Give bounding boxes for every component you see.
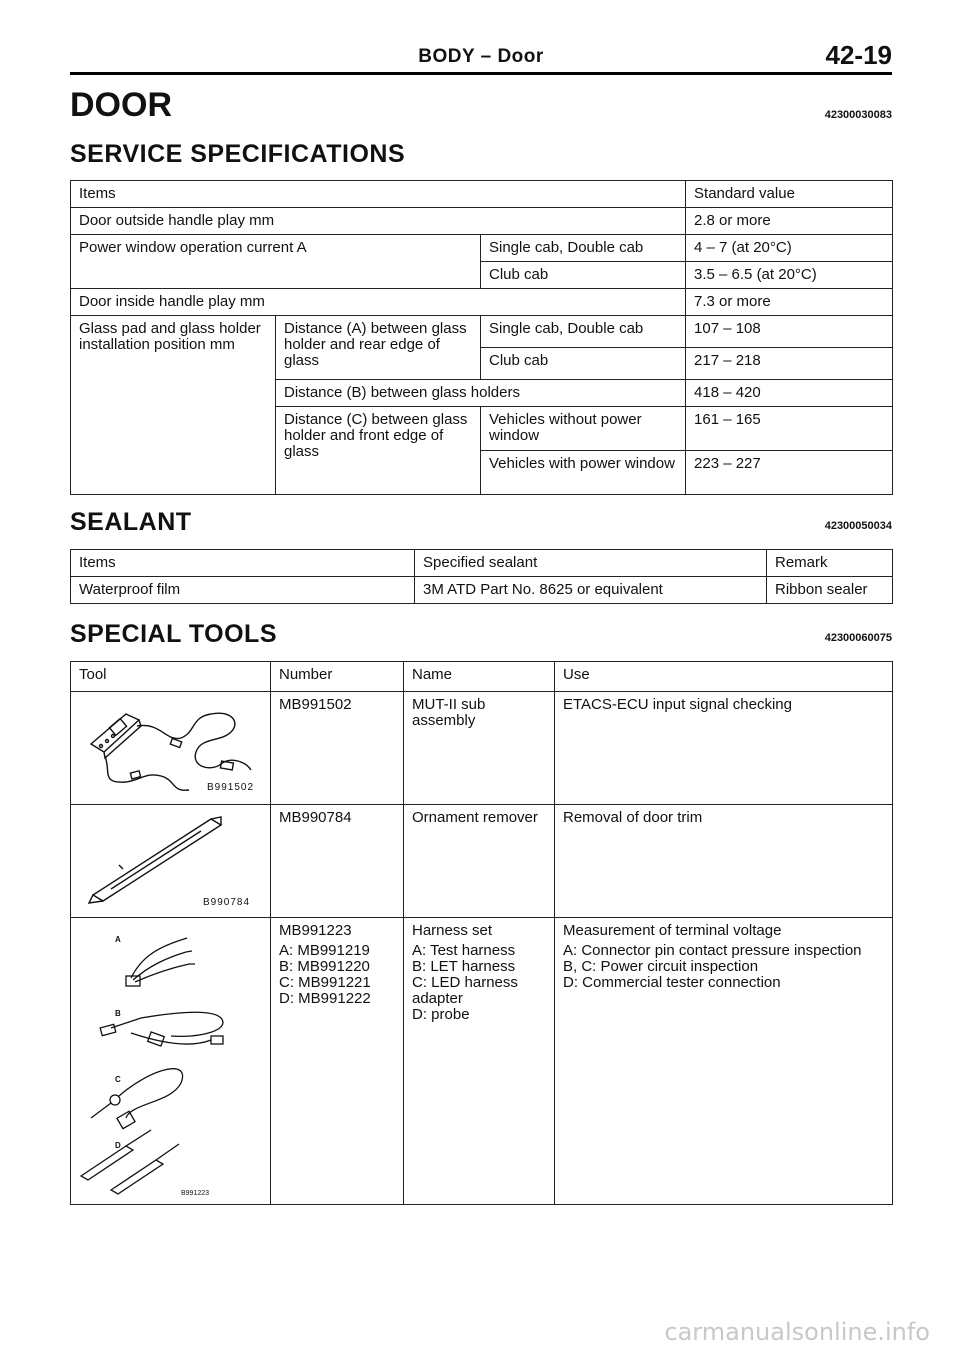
spec-item: Power window operation current A	[71, 235, 481, 289]
tool-use: Removal of door trim	[555, 805, 893, 918]
spec-item: Door outside handle play mm	[71, 208, 686, 235]
header-name: Name	[404, 662, 555, 692]
service-specifications-table	[70, 180, 893, 495]
watermark: carmanualsonline.info	[664, 1318, 930, 1346]
table-row	[71, 208, 893, 235]
sealant-item: Waterproof film	[71, 577, 415, 604]
table-row	[71, 577, 893, 604]
spec-subitem: Distance (A) between glass holder and rear edge of glass	[276, 316, 481, 380]
tool-name-cell	[404, 918, 555, 1205]
service-specifications-heading: SERVICE SPECIFICATIONS	[70, 140, 406, 168]
spec-condition: Club cab	[481, 262, 686, 289]
tool-image-label: B990784	[203, 897, 251, 908]
spec-subitem: Distance (C) between glass holder and front edge of glass	[276, 407, 481, 495]
tool-illustration	[71, 805, 271, 918]
sealant-table	[70, 549, 893, 604]
harness-set-icon	[71, 918, 271, 1204]
special-tools-code: 42300060075	[824, 632, 892, 644]
table-row	[71, 550, 893, 577]
special-tools-table	[70, 661, 893, 1205]
part-letter-d: D	[115, 1141, 121, 1150]
part-letter-a: A	[115, 935, 121, 944]
tool-use: ETACS-ECU input signal checking	[555, 692, 893, 805]
spec-value: 107 – 108	[686, 316, 893, 348]
page-number: 42-19	[825, 40, 892, 70]
table-row	[71, 316, 893, 348]
spec-value: 223 – 227	[686, 451, 893, 495]
sealant-code: 42300050034	[824, 520, 892, 532]
spec-value: 418 – 420	[686, 380, 893, 407]
header-items: Items	[71, 181, 686, 208]
table-row	[71, 805, 893, 918]
sealant-heading: SEALANT	[70, 508, 192, 536]
special-tools-heading: SPECIAL TOOLS	[70, 620, 278, 648]
running-header	[70, 38, 892, 75]
spec-condition: Vehicles without power window	[481, 407, 686, 451]
sealant-remark: Ribbon sealer	[767, 577, 893, 604]
tool-illustration	[71, 692, 271, 805]
part-letter-c: C	[115, 1075, 121, 1084]
header-standard-value: Standard value	[686, 181, 893, 208]
spec-value: 4 – 7 (at 20°C)	[686, 235, 893, 262]
header-specified-sealant: Specified sealant	[415, 550, 767, 577]
part-letter-b: B	[115, 1009, 121, 1018]
sealant-specified: 3M ATD Part No. 8625 or equivalent	[415, 577, 767, 604]
spec-item: Door inside handle play mm	[71, 289, 686, 316]
spec-item: Glass pad and glass holder installation position mm	[71, 316, 276, 495]
spec-value: 161 – 165	[686, 407, 893, 451]
header-items: Items	[71, 550, 415, 577]
page-title: DOOR	[70, 86, 172, 124]
tool-image-label: B991223	[181, 1190, 210, 1197]
header-subsection: Door	[497, 46, 544, 67]
tool-illustration	[71, 918, 271, 1205]
table-row	[71, 662, 893, 692]
tool-number-parts: A: MB991219 B: MB991220 C: MB991221 D: MB991222	[279, 942, 371, 1007]
spec-condition: Club cab	[481, 348, 686, 380]
header-section-title	[70, 46, 892, 68]
header-use: Use	[555, 662, 893, 692]
header-dash: –	[480, 46, 492, 67]
tool-number-cell	[271, 918, 404, 1205]
tool-name: MUT-II sub assembly	[404, 692, 555, 805]
spec-condition: Single cab, Double cab	[481, 235, 686, 262]
header-section: BODY	[418, 46, 475, 67]
tool-name-parts: A: Test harness B: LET harness C: LED harness adapter D: probe	[412, 942, 518, 1023]
spec-value: 217 – 218	[686, 348, 893, 380]
header-number: Number	[271, 662, 404, 692]
spec-value: 2.8 or more	[686, 208, 893, 235]
tool-use: Measurement of terminal voltage	[563, 922, 782, 939]
spec-condition: Single cab, Double cab	[481, 316, 686, 348]
title-code: 42300030083	[824, 109, 892, 121]
tool-name: Harness set	[412, 922, 493, 939]
tool-number: MB991223	[279, 922, 352, 939]
table-row	[71, 918, 893, 1205]
table-row	[71, 692, 893, 805]
spec-condition: Vehicles with power window	[481, 451, 686, 495]
tool-use-parts: A: Connector pin contact pressure inspection B, C: Power circuit inspection D: Commercial tester connection	[563, 942, 862, 991]
header-tool: Tool	[71, 662, 271, 692]
tool-name: Ornament remover	[404, 805, 555, 918]
spec-value: 3.5 – 6.5 (at 20°C)	[686, 262, 893, 289]
spec-value: 7.3 or more	[686, 289, 893, 316]
tool-number: MB990784	[271, 805, 404, 918]
header-remark: Remark	[767, 550, 893, 577]
tool-use-cell	[555, 918, 893, 1205]
table-row	[71, 181, 893, 208]
spec-subitem: Distance (B) between glass holders	[276, 380, 686, 407]
tool-number: MB991502	[271, 692, 404, 805]
table-row	[71, 289, 893, 316]
tool-image-label: B991502	[207, 782, 255, 793]
table-row	[71, 235, 893, 262]
